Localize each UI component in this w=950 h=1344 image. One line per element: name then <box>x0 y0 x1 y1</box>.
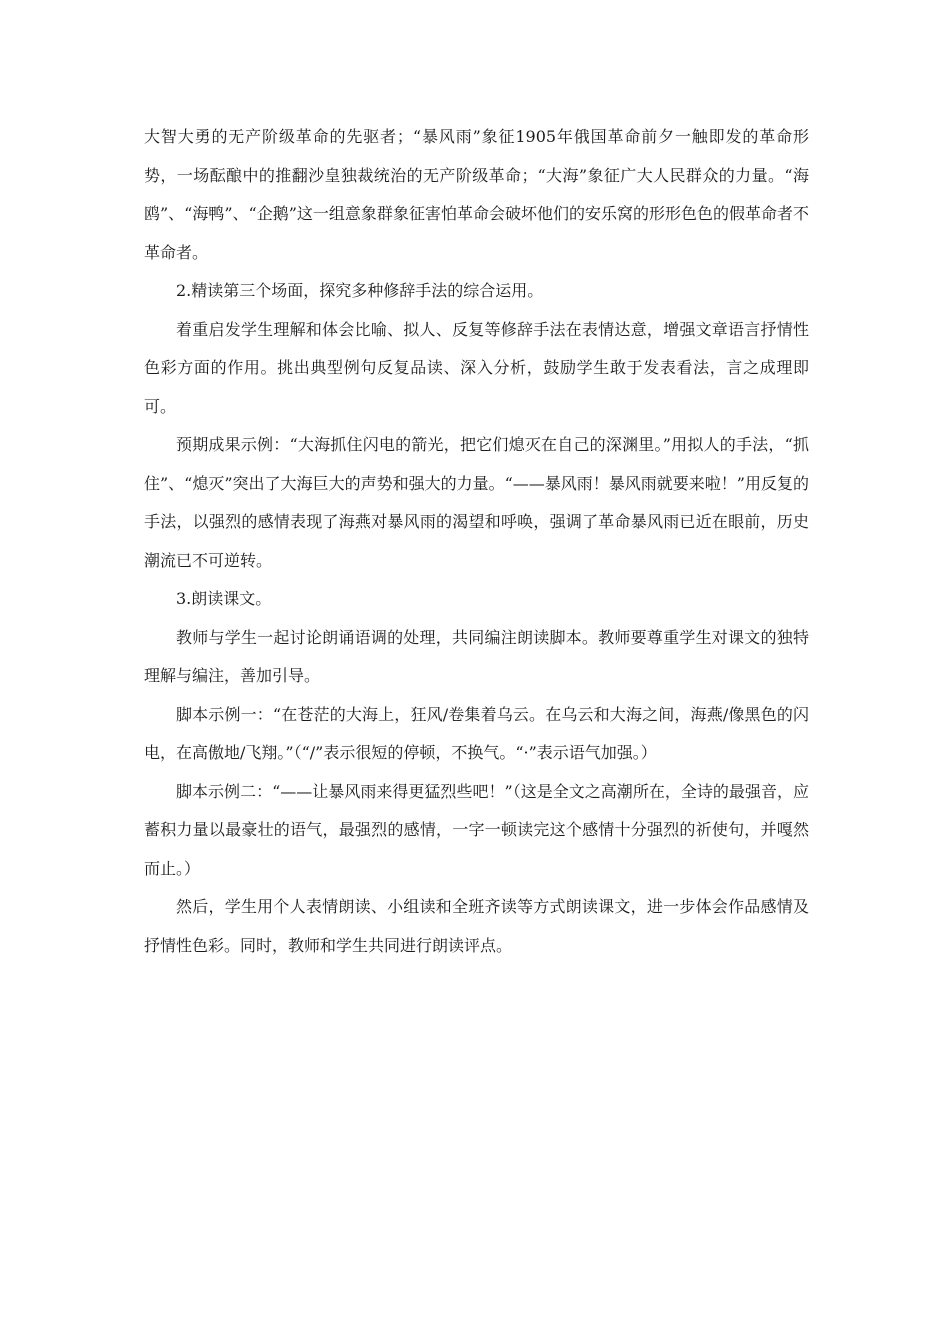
paragraph-4: 预期成果示例：“大海抓住闪电的箭光，把它们熄灭在自己的深渊里。”用拟人的手法，“抓住”、“熄灭”突出了大海巨大的声势和强大的力量。“——暴风雨！暴风雨就要来啦！”用反复的手法，以强烈的感情表现了海燕对暴风雨的渴望和呼唤，强调了革命暴风雨已近在眼前，历史潮流已不可逆转。 <box>144 435 809 570</box>
paragraph-9: 然后，学生用个人表情朗读、小组读和全班齐读等方式朗读课文，进一步体会作品感情及抒情性色彩。同时，教师和学生共同进行朗读评点。 <box>144 897 809 955</box>
paragraph-3: 着重启发学生理解和体会比喻、拟人、反复等修辞手法在表情达意，增强文章语言抒情性色彩方面的作用。挑出典型例句反复品读、深入分析，鼓励学生敢于发表看法，言之成理即可。 <box>144 319 809 416</box>
document-body <box>144 118 809 965</box>
paragraph-6: 教师与学生一起讨论朗诵语调的处理，共同编注朗读脚本。教师要尊重学生对课文的独特理解与编注，善加引导。 <box>144 627 809 685</box>
paragraph-8: 脚本示例二：“——让暴风雨来得更猛烈些吧！”（这是全文之高潮所在，全诗的最强音，应蓄积力量以最豪壮的语气，最强烈的感情，一字一顿读完这个感情十分强烈的祈使句，并嘎然而止。） <box>144 781 809 878</box>
paragraph-7: 脚本示例一：“在苍茫的大海上，狂风/卷集着乌云。在乌云和大海之间，海燕/像黑色的闪电，在高傲地/飞翔。”（“/”表示很短的停顿，不换气。“·”表示语气加强。） <box>144 704 809 762</box>
paragraph-2: 2.精读第三个场面，探究多种修辞手法的综合运用。 <box>176 281 544 300</box>
paragraph-5: 3.朗读课文。 <box>176 589 272 608</box>
paragraph-1: 大智大勇的无产阶级革命的先驱者；“暴风雨”象征1905年俄国革命前夕一触即发的革命形势，一场酝酿中的推翻沙皇独裁统治的无产阶级革命；“大海”象征广大人民群众的力量。“海鸥”、“海鸭”、“企鹅”这一组意象群象征害怕革命会破坏他们的安乐窝的形形色色的假革命者不革命者。 <box>144 127 809 262</box>
